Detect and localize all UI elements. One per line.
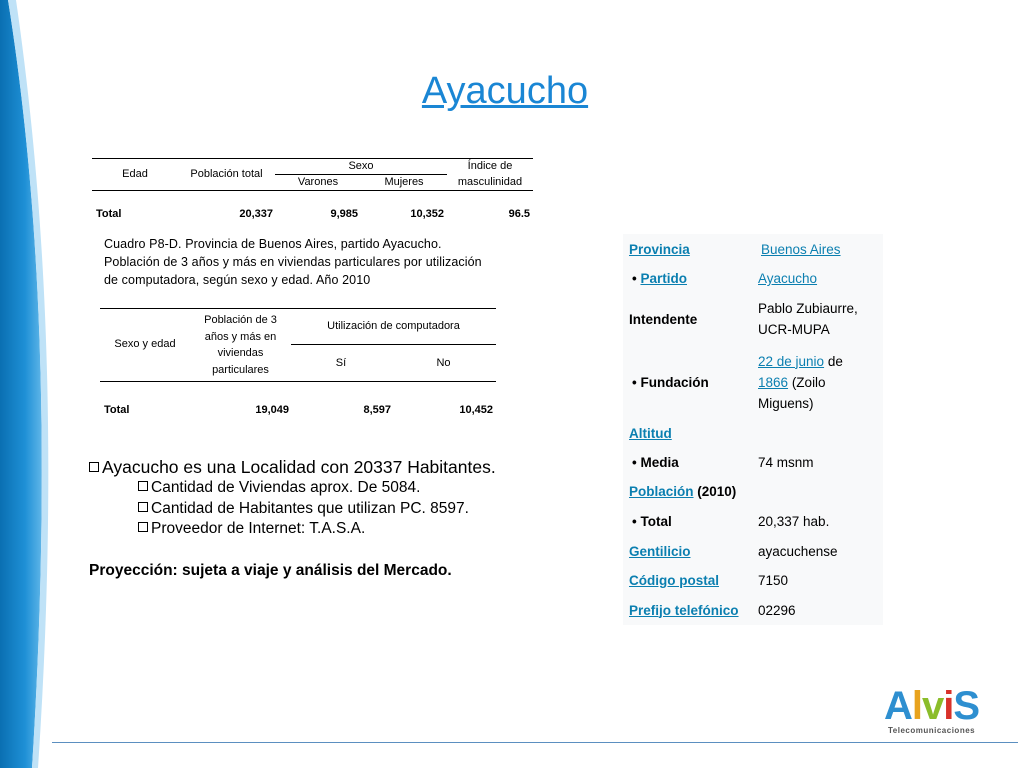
total-label: Total: [96, 208, 122, 220]
intendente-value-line1: Pablo Zubiaurre,: [758, 301, 858, 316]
intendente-value-line2: UCR-MUPA: [758, 322, 830, 337]
header-mujeres: Mujeres: [384, 176, 424, 188]
bullet-glyph: •: [632, 271, 641, 286]
total-indice: 96.5: [508, 208, 530, 220]
infobox-row-fundacion: [623, 345, 883, 419]
fundacion-founder-2: Miguens): [758, 395, 814, 411]
header-indice-line1: Índice de: [467, 160, 513, 172]
provincia-link[interactable]: Provincia: [629, 241, 690, 257]
checkbox-square-icon: [138, 481, 148, 491]
prefijo-value: 02296: [758, 602, 796, 618]
header-poblacion: [190, 312, 291, 378]
header-poblacion-total: Población total: [190, 168, 263, 180]
bullet-sub: [138, 478, 496, 499]
total-label: Total: [104, 404, 130, 416]
poblacion-year: (2010): [697, 484, 737, 499]
header-poblacion-line2: años y más en: [204, 330, 277, 343]
fundacion-year-link[interactable]: 1866: [758, 374, 789, 390]
locality-infobox: [623, 234, 883, 625]
logo-wordmark: [884, 686, 992, 726]
infobox-row-provincia: [623, 234, 883, 264]
fundacion-date-link[interactable]: 22 de junio: [758, 353, 825, 369]
bullet-sub: [138, 499, 496, 520]
checkbox-square-icon: [89, 462, 99, 472]
bullet-sub-text: Proveedor de Internet: T.A.S.A.: [151, 520, 366, 537]
intendente-label: Intendente: [629, 311, 698, 327]
provincia-value-link[interactable]: Buenos Aires: [761, 241, 841, 257]
infobox-row-poblacion: [623, 477, 883, 506]
logo-letter: v: [922, 684, 944, 728]
header-sexo: Sexo: [348, 160, 374, 172]
bullet-glyph: •: [632, 513, 641, 529]
media-label: Media: [640, 454, 679, 470]
codigo-postal-link[interactable]: Código postal: [629, 573, 719, 588]
bullet-sub-text: Cantidad de Viviendas aprox. De 5084.: [151, 479, 421, 496]
header-poblacion-line4: particulares: [212, 363, 269, 376]
infobox-row-altitud: [623, 419, 883, 447]
total-varones: 9,985: [330, 208, 358, 220]
logo-letter: A: [884, 684, 912, 728]
footer-divider: [52, 742, 1018, 743]
partido-link[interactable]: Partido: [640, 271, 687, 286]
gentilicio-link[interactable]: Gentilicio: [629, 543, 691, 559]
infobox-row-codigo-postal: [623, 566, 883, 595]
table-caption: Cuadro P8-D. Provincia de Buenos Aires, partido Ayacucho. Población de 3 años y más en viviendas particulares por utilización de computadora, según sexo y edad. Año 2010: [104, 237, 482, 287]
checkbox-square-icon: [138, 502, 148, 512]
header-sexo-edad: Sexo y edad: [114, 338, 176, 350]
infobox-row-total: [623, 506, 883, 536]
decorative-side-band: [0, 0, 60, 768]
codigo-postal-value: 7150: [758, 573, 789, 588]
logo-letter: l: [911, 684, 923, 728]
logo-letter: i: [943, 684, 954, 728]
logo-letter: S: [953, 684, 980, 728]
header-no: No: [436, 357, 451, 369]
infobox-row-prefijo: [623, 595, 883, 625]
gentilicio-value: ayacuchense: [758, 543, 838, 559]
bullet-glyph: •: [632, 374, 641, 390]
header-utilizacion: Utilización de computadora: [327, 320, 460, 332]
alvis-logo: [884, 686, 992, 735]
logo-subtitle: Telecomunicaciones: [888, 726, 976, 735]
total-label: Total: [640, 513, 672, 529]
infobox-row-media: [623, 447, 883, 477]
partido-value-link[interactable]: Ayacucho: [758, 271, 818, 286]
infobox-row-gentilicio: [623, 536, 883, 566]
header-edad: Edad: [122, 168, 148, 180]
header-si: Sí: [335, 357, 347, 369]
fundacion-label: Fundación: [640, 374, 709, 390]
infobox-row-partido: [623, 264, 883, 293]
bullet-sub-text: Cantidad de Habitantes que utilizan PC. 8597.: [151, 499, 469, 517]
bullet-sub: [138, 519, 496, 540]
altitud-link[interactable]: Altitud: [629, 425, 672, 441]
prefijo-link[interactable]: Prefijo telefónico: [629, 602, 739, 618]
total-poblacion: 20,337: [239, 208, 273, 220]
total-mujeres: 10,352: [410, 208, 444, 220]
projection-note: Proyección: sujeta a viaje y análisis del Mercado.: [89, 562, 452, 579]
total-poblacion: 19,049: [255, 404, 289, 416]
infobox-row-intendente: [623, 293, 883, 345]
total-no: 10,452: [459, 404, 493, 416]
media-value: 74 msnm: [758, 454, 814, 470]
header-poblacion-line3: viviendas: [217, 347, 264, 359]
poblacion-link[interactable]: Población: [629, 484, 694, 499]
checkbox-square-icon: [138, 522, 148, 532]
header-indice-line2: masculinidad: [457, 176, 523, 188]
bullet-main: [89, 457, 496, 478]
bullet-main-text: Ayacucho es una Localidad con 20337 Habitantes.: [102, 457, 496, 477]
total-si: 8,597: [363, 404, 391, 416]
bullet-glyph: •: [632, 454, 641, 470]
fundacion-de: de: [827, 353, 843, 369]
summary-bullets: [89, 457, 496, 540]
header-poblacion-line1: Población de 3: [204, 314, 277, 326]
total-value: 20,337 hab.: [758, 513, 830, 529]
header-varones: Varones: [297, 176, 339, 188]
page-title: Ayacucho: [421, 70, 589, 112]
fundacion-founder-1: (Zoilo: [791, 374, 826, 390]
